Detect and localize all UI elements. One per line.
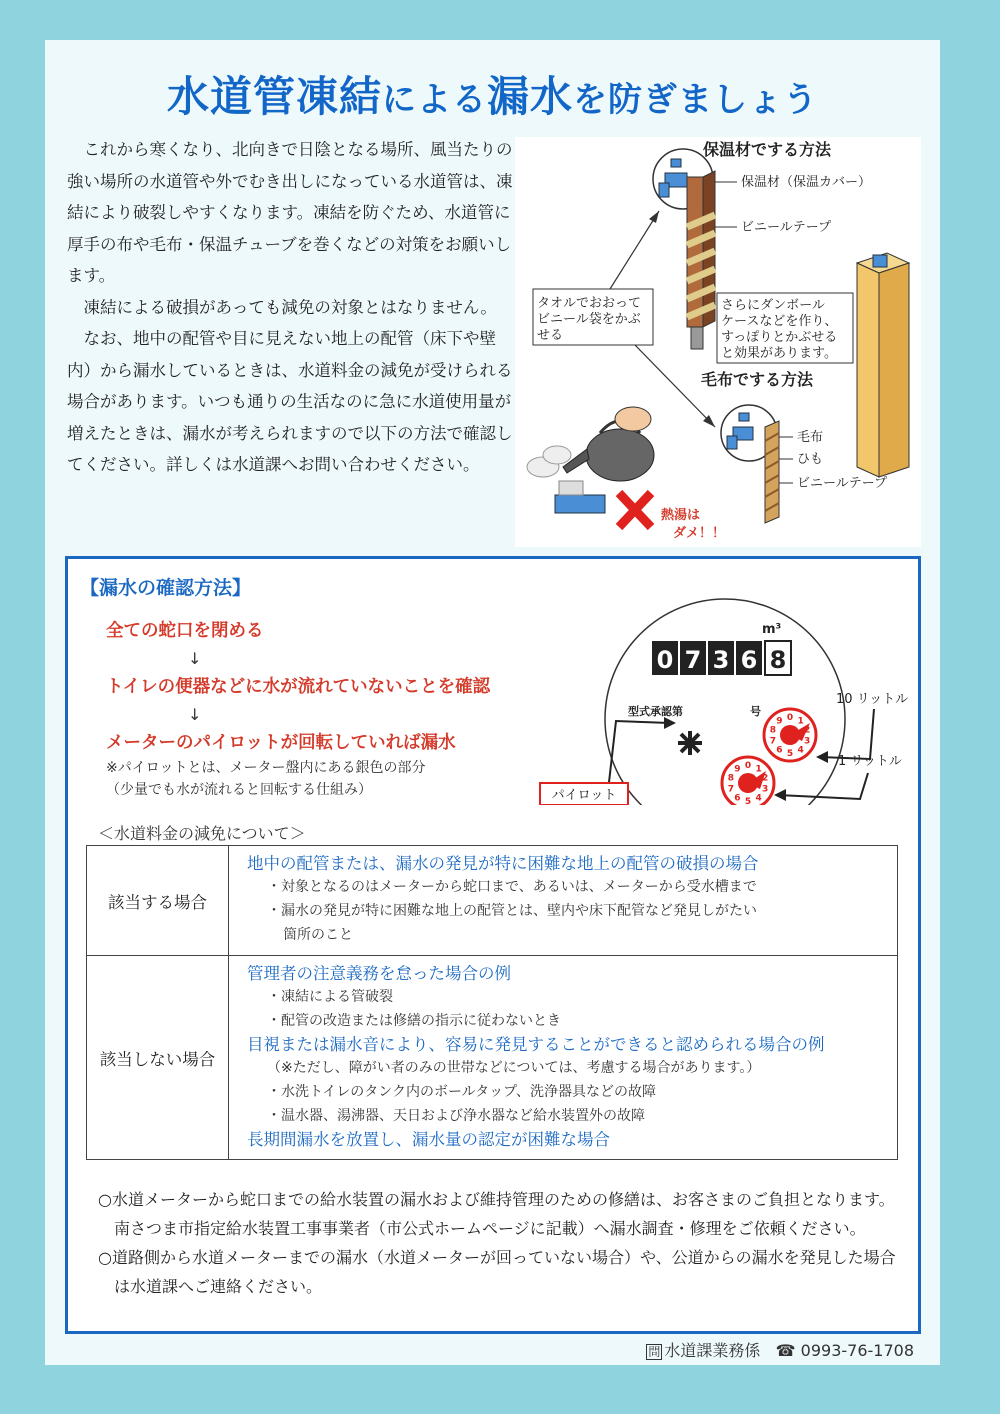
leak-check-steps: [106, 617, 586, 801]
intro-paragraph-3: なお、地中の配管や目に見えない地上の配管（床下や壁内）から漏水しているときは、水道料金の減免が受けられる場合があります。いつも通りの生活なのに急に水道使用量が増えたときは、漏水が考えられますので以下の方法で確認してください。詳しくは水道課へお問い合わせください。: [67, 329, 513, 474]
label-vinyl-tape-2: ビニールテープ: [797, 476, 888, 491]
dial-number: 9: [734, 764, 741, 775]
contact-info: [646, 1338, 914, 1361]
box-note-line3: すっぽりとかぶせる: [721, 330, 838, 345]
dial-number: 6: [734, 793, 741, 804]
applicable-item-2-cont: 箇所のこと: [283, 927, 353, 943]
dial-number: 2: [761, 773, 769, 784]
label-vinyl-tape-1: ビニールテープ: [741, 220, 832, 235]
meter-digit-2: 7: [684, 646, 702, 674]
dial-number: 1: [797, 716, 804, 727]
phone-icon: ☎: [775, 1341, 796, 1360]
pilot-label: パイロット: [551, 788, 617, 803]
towel-note-line2: ビニール袋をかぶ: [537, 312, 641, 327]
footnote-1: ○水道メーターから蛇口までの給水装置の漏水および維持管理のための修繕は、お客さまのご負担となります。南さつま市指定給水装置工事事業者（市公式ホームページに記載）へ漏水調査・修理をご依頼ください。: [98, 1190, 895, 1238]
dial-number: 5: [744, 797, 752, 805]
dial-number: 8: [769, 725, 777, 736]
dial-number: 2: [803, 725, 811, 736]
dial-number: 8: [727, 773, 735, 784]
towel-note-line3: せる: [537, 328, 564, 343]
leak-check-heading: 【漏水の確認方法】: [80, 577, 252, 599]
prohibited-x-icon: [619, 493, 651, 527]
leak-check-section: [65, 556, 921, 1334]
step-check-toilet: トイレの便器などに水が流れていないことを確認: [106, 677, 491, 697]
dial-number: 3: [803, 736, 811, 747]
cardboard-box-icon: [857, 253, 909, 477]
title-part2: による: [382, 80, 487, 120]
footnote-2: ○道路側から水道メーターまでの漏水（水道メーターが回っていない場合）や、公道からの漏水を発見した場合は水道課へご連絡ください。: [98, 1248, 896, 1296]
not-applicable-item-3: ・水洗トイレのタンク内のボールタップ、洗浄器具などの故障: [267, 1084, 657, 1100]
dial-number: 7: [769, 736, 777, 747]
reduction-table: [86, 845, 898, 1160]
meter-digit-1: 0: [656, 646, 674, 674]
meter-unit: m³: [762, 622, 782, 637]
dial-number: 5: [786, 749, 794, 759]
not-applicable-note: （※ただし、障がい者のみの世帯などについては、考慮する場合があります。）: [267, 1060, 761, 1076]
meter-fraction-digit: 8: [769, 646, 787, 674]
not-applicable-item-4: ・温水器、湯沸器、天日および浄水器など給水装置外の故障: [267, 1108, 645, 1124]
not-applicable-label: 該当しない場合: [87, 956, 229, 1160]
hot-water-line1: 熱湯は: [661, 508, 701, 523]
label-1-liter: 1 リットル: [838, 754, 902, 769]
dial-number: 4: [797, 745, 804, 756]
applicable-item-1: ・対象となるのはメーターから蛇口まで、あるいは、メーターから受水槽まで: [267, 879, 757, 895]
dial-1l-icon: [722, 757, 774, 805]
dial-number: 7: [727, 784, 735, 795]
intro-paragraph-1: これから寒くなり、北向きで日陰となる場所、風当たりの強い場所の水道管や外でむき出しになっている水道管は、凍結により破裂しやすくなります。凍結を防ぐため、水道管に厚手の布や毛布・保温チューブを巻くなどの対策をお願いします。: [67, 140, 513, 285]
contact-department: 水道課業務係: [664, 1341, 761, 1360]
hot-water-line2: ダメ！！: [673, 526, 726, 541]
label-blanket: 毛布: [797, 430, 824, 445]
intro-text: [67, 134, 517, 481]
box-note-line2: ケースなどを作り、: [721, 314, 838, 329]
contact-phone[interactable]: 0993-76-1708: [800, 1341, 914, 1360]
pilot-icon: [676, 729, 704, 757]
step-arrow-1: ↓: [188, 649, 202, 668]
applicable-item-2: ・漏水の発見が特に困難な地上の配管とは、壁内や床下配管など発見しがたい: [267, 903, 757, 919]
reduction-heading: ＜水道料金の減免について＞: [98, 824, 306, 843]
title-part3: 漏水: [487, 72, 574, 121]
meter-approval-label: 型式承認第: [628, 705, 683, 718]
freeze-prevention-illustration: [515, 137, 921, 547]
insulated-pipe-icon: [653, 149, 715, 349]
kettle-icon: [527, 407, 654, 513]
box-note-line4: と効果があります。: [721, 346, 837, 361]
inquiry-mark-icon: 問: [648, 1345, 661, 1359]
page-title: [45, 64, 940, 124]
step-arrow-2: ↓: [188, 705, 202, 724]
label-10-liter: 10 リットル: [836, 692, 909, 707]
towel-note-line1: タオルでおおって: [537, 296, 642, 311]
blanket-pipe-icon: [721, 405, 779, 523]
dial-number: 9: [776, 716, 783, 727]
flyer-page: [45, 40, 940, 1365]
not-applicable-head-3: 長期間漏水を放置し、漏水量の認定が困難な場合: [247, 1130, 610, 1149]
water-meter-svg: [520, 595, 916, 805]
table-row-not-applicable: [87, 956, 898, 1160]
meter-digit-3: 3: [712, 646, 730, 674]
pilot-note-1: ※パイロットとは、メーター盤内にある銀色の部分: [106, 760, 426, 776]
not-applicable-head-2: 目視または漏水音により、容易に発見することができると認められる場合の例: [247, 1035, 825, 1054]
label-insulation: 保温材（保温カバー）: [741, 175, 872, 190]
not-applicable-item-2: ・配管の改造または修繕の指示に従わないとき: [267, 1013, 561, 1029]
dial-number: 6: [776, 745, 783, 756]
not-applicable-item-1: ・凍結による管破裂: [267, 989, 393, 1005]
method2-title: 毛布でする方法: [701, 370, 814, 389]
method1-title: 保温材でする方法: [703, 140, 832, 159]
dial-number: 0: [744, 761, 752, 771]
pilot-note-2: （少量でも水が流れると回転する仕組み）: [106, 782, 372, 798]
applicable-content: [229, 846, 898, 956]
dial-number: 0: [786, 713, 794, 723]
title-part1: 水道管凍結: [166, 72, 382, 121]
dial-number: 3: [761, 784, 769, 795]
footnotes: [98, 1185, 898, 1301]
illustration-svg: [515, 137, 921, 547]
dial-10l-icon: [764, 709, 816, 761]
applicable-head: 地中の配管または、漏水の発見が特に困難な地上の配管の破損の場合: [247, 854, 759, 873]
intro-paragraph-2: 凍結による破損があっても減免の対象とはなりません。: [83, 297, 497, 317]
step-check-pilot: メーターのパイロットが回転していれば漏水: [106, 733, 456, 753]
table-row-applicable: [87, 846, 898, 956]
dial-number: 4: [755, 793, 762, 804]
meter-digit-4: 6: [740, 646, 758, 674]
title-part4: を防ぎましょう: [573, 80, 819, 120]
label-string: ひも: [797, 452, 824, 467]
water-meter-diagram: [520, 595, 916, 805]
box-note-line1: さらにダンボール: [721, 298, 825, 313]
applicable-label: 該当する場合: [87, 846, 229, 956]
not-applicable-content: [229, 956, 898, 1160]
not-applicable-head-1: 管理者の注意義務を怠った場合の例: [247, 964, 511, 983]
step-close-faucets: 全ての蛇口を閉める: [106, 621, 264, 641]
dial-number: 1: [755, 764, 762, 775]
meter-digit-display: [652, 641, 791, 675]
meter-number-label: 号: [750, 705, 761, 718]
